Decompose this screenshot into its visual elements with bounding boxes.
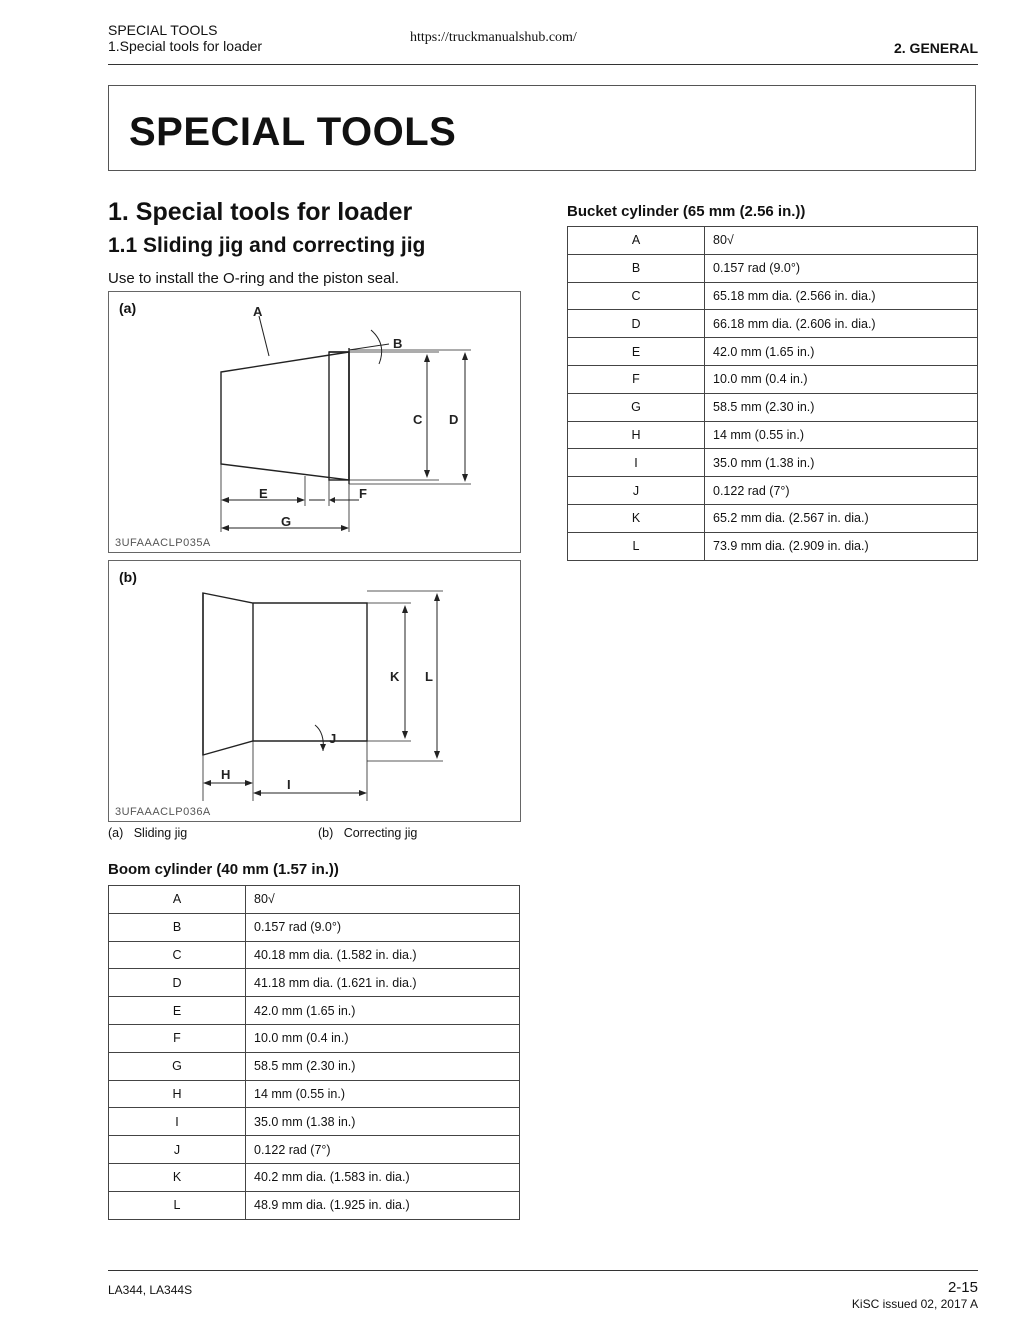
footer-divider (108, 1270, 978, 1271)
row-value: 0.157 rad (9.0°) (705, 254, 978, 282)
row-key: K (109, 1163, 246, 1191)
sliding-jig-drawing (109, 292, 520, 552)
dim-label-b: B (393, 336, 403, 351)
figure-a-code: 3UFAAACLP035A (115, 537, 211, 549)
table-row (109, 941, 520, 969)
table-row (568, 532, 978, 560)
row-value: 41.18 mm dia. (1.621 in. dia.) (246, 969, 520, 997)
dim-label-j: J (329, 731, 337, 746)
row-value: 14 mm (0.55 in.) (705, 421, 978, 449)
row-value: 0.157 rad (9.0°) (246, 913, 520, 941)
row-key: L (568, 532, 705, 560)
row-key: B (109, 913, 246, 941)
figure-b-label: (b) (119, 569, 137, 585)
row-value: 65.18 mm dia. (2.566 in. dia.) (705, 282, 978, 310)
row-key: J (109, 1136, 246, 1164)
footer-issue: KiSC issued 02, 2017 A (851, 1297, 978, 1311)
figure-correcting-jig (108, 560, 521, 822)
row-key: I (109, 1108, 246, 1136)
row-value: 80√ (705, 227, 978, 255)
dim-label-d: D (449, 412, 459, 427)
row-value: 10.0 mm (0.4 in.) (705, 365, 978, 393)
row-key: I (568, 449, 705, 477)
row-value: 65.2 mm dia. (2.567 in. dia.) (705, 504, 978, 532)
row-value: 35.0 mm (1.38 in.) (705, 449, 978, 477)
dim-label-e: E (259, 486, 268, 501)
row-value: 42.0 mm (1.65 in.) (246, 997, 520, 1025)
table-row (568, 504, 978, 532)
header-section: SPECIAL TOOLS (108, 22, 218, 38)
page-title: SPECIAL TOOLS (129, 110, 457, 154)
caption-b-text: Correcting jig (343, 826, 418, 840)
table-row (109, 997, 520, 1025)
dim-label-a: A (253, 304, 263, 319)
caption-sliding-jig (108, 826, 187, 840)
table-row (568, 421, 978, 449)
row-key: J (568, 477, 705, 505)
figure-b-code: 3UFAAACLP036A (115, 806, 211, 818)
row-key: B (568, 254, 705, 282)
header-divider (108, 64, 978, 65)
dim-label-k: K (390, 669, 400, 684)
row-value: 40.2 mm dia. (1.583 in. dia.) (246, 1163, 520, 1191)
row-key: C (568, 282, 705, 310)
row-key: E (568, 338, 705, 366)
figure-sliding-jig (108, 291, 521, 553)
row-key: D (568, 310, 705, 338)
row-key: K (568, 504, 705, 532)
table-row (568, 477, 978, 505)
bucket-cylinder-table (567, 226, 978, 561)
table-row (568, 254, 978, 282)
row-value: 14 mm (0.55 in.) (246, 1080, 520, 1108)
dim-label-i: I (287, 777, 291, 792)
table-row (568, 310, 978, 338)
row-key: C (109, 941, 246, 969)
dim-label-l: L (425, 669, 433, 684)
row-value: 48.9 mm dia. (1.925 in. dia.) (246, 1191, 520, 1219)
row-key: H (109, 1080, 246, 1108)
bucket-table-title: Bucket cylinder (65 mm (2.56 in.)) (567, 203, 806, 220)
table-row (109, 886, 520, 914)
header-url: https://truckmanualshub.com/ (410, 30, 577, 45)
footer-page-number: 2-15 (947, 1279, 978, 1296)
header-subsection: 1.Special tools for loader (108, 38, 263, 54)
heading-special-tools-loader: 1. Special tools for loader (108, 198, 413, 226)
table-row (109, 1024, 520, 1052)
row-value: 0.122 rad (7°) (705, 477, 978, 505)
title-box (108, 85, 976, 171)
row-value: 58.5 mm (2.30 in.) (246, 1052, 520, 1080)
boom-cylinder-table (108, 885, 520, 1220)
row-key: G (109, 1052, 246, 1080)
dim-label-h: H (221, 767, 231, 782)
row-value: 40.18 mm dia. (1.582 in. dia.) (246, 941, 520, 969)
row-value: 42.0 mm (1.65 in.) (705, 338, 978, 366)
table-row (568, 449, 978, 477)
table-row (568, 227, 978, 255)
row-key: A (568, 227, 705, 255)
table-row (568, 338, 978, 366)
table-row (109, 1052, 520, 1080)
row-key: F (109, 1024, 246, 1052)
table-row (109, 1191, 520, 1219)
row-key: G (568, 393, 705, 421)
boom-table-title: Boom cylinder (40 mm (1.57 in.)) (108, 861, 339, 878)
figure-a-label: (a) (119, 300, 137, 316)
row-value: 58.5 mm (2.30 in.) (705, 393, 978, 421)
row-key: D (109, 969, 246, 997)
footer-model: LA344, LA344S (108, 1283, 193, 1297)
row-key: F (568, 365, 705, 393)
row-key: E (109, 997, 246, 1025)
row-key: L (109, 1191, 246, 1219)
table-row (109, 1080, 520, 1108)
table-row (109, 1136, 520, 1164)
table-row (568, 365, 978, 393)
table-row (568, 393, 978, 421)
intro-text: Use to install the O-ring and the piston seal. (108, 270, 399, 287)
table-row (568, 282, 978, 310)
row-value: 80√ (246, 886, 520, 914)
row-value: 10.0 mm (0.4 in.) (246, 1024, 520, 1052)
caption-a-key: (a) (108, 826, 124, 840)
caption-a-text: Sliding jig (133, 826, 188, 840)
header-chapter: 2. GENERAL (893, 40, 978, 56)
running-header (108, 22, 262, 54)
dim-label-g: G (281, 514, 292, 529)
table-row (109, 1108, 520, 1136)
row-value: 73.9 mm dia. (2.909 in. dia.) (705, 532, 978, 560)
correcting-jig-drawing (109, 561, 520, 821)
table-row (109, 1163, 520, 1191)
row-key: A (109, 886, 246, 914)
caption-correcting-jig (318, 826, 417, 840)
dim-label-c: C (413, 412, 423, 427)
row-value: 66.18 mm dia. (2.606 in. dia.) (705, 310, 978, 338)
heading-sliding-correcting-jig: 1.1 Sliding jig and correcting jig (108, 234, 426, 257)
row-value: 35.0 mm (1.38 in.) (246, 1108, 520, 1136)
row-key: H (568, 421, 705, 449)
table-row (109, 969, 520, 997)
row-value: 0.122 rad (7°) (246, 1136, 520, 1164)
table-row (109, 913, 520, 941)
caption-b-key: (b) (318, 826, 334, 840)
dim-label-f: F (359, 486, 367, 501)
